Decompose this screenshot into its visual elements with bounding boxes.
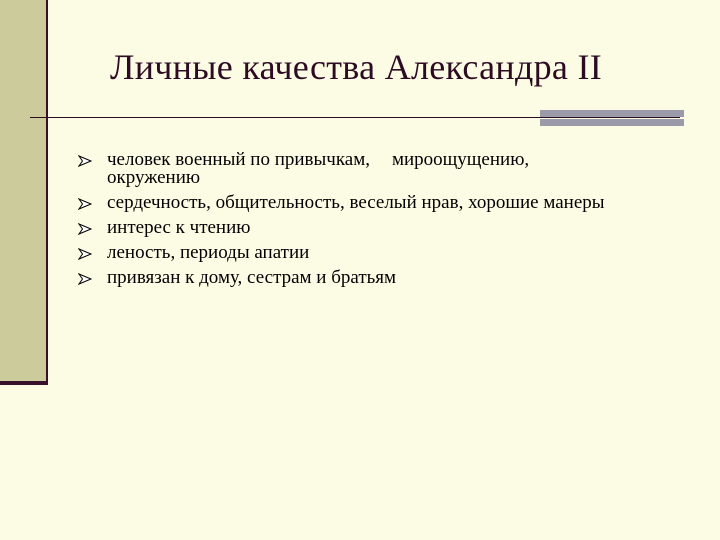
arrowhead-bullet-icon	[78, 248, 92, 260]
title-divider-block-top	[540, 110, 684, 117]
arrowhead-bullet-icon	[78, 155, 92, 167]
side-decoration-underline	[0, 381, 48, 385]
bullet-text-continued: мироощущению,	[391, 149, 530, 170]
arrowhead-bullet-icon	[78, 198, 92, 210]
bullet-text: интерес к чтению	[107, 217, 251, 238]
bullet-item	[78, 151, 638, 187]
bullet-text: человек военный по привычкам,	[107, 149, 370, 170]
side-decoration-bar	[0, 0, 46, 382]
bullet-item	[78, 269, 638, 287]
title-divider-block-bottom	[540, 119, 684, 126]
arrowhead-bullet-icon	[78, 223, 92, 235]
bullet-item	[78, 219, 638, 237]
title-divider-line	[30, 117, 680, 118]
slide-title: Личные качества Александра II	[110, 47, 603, 87]
bullet-list	[78, 151, 638, 294]
bullet-text: леность, периоды апатии	[107, 242, 310, 263]
bullet-item	[78, 194, 638, 212]
bullet-text: сердечность, общительность, веселый нрав, хорошие манеры	[107, 192, 605, 213]
bullet-text: привязан к дому, сестрам и братьям	[107, 267, 397, 288]
side-decoration-edge	[46, 0, 48, 385]
bullet-item	[78, 244, 638, 262]
bullet-text-wrapped: окружению	[107, 167, 201, 188]
arrowhead-bullet-icon	[78, 273, 92, 285]
